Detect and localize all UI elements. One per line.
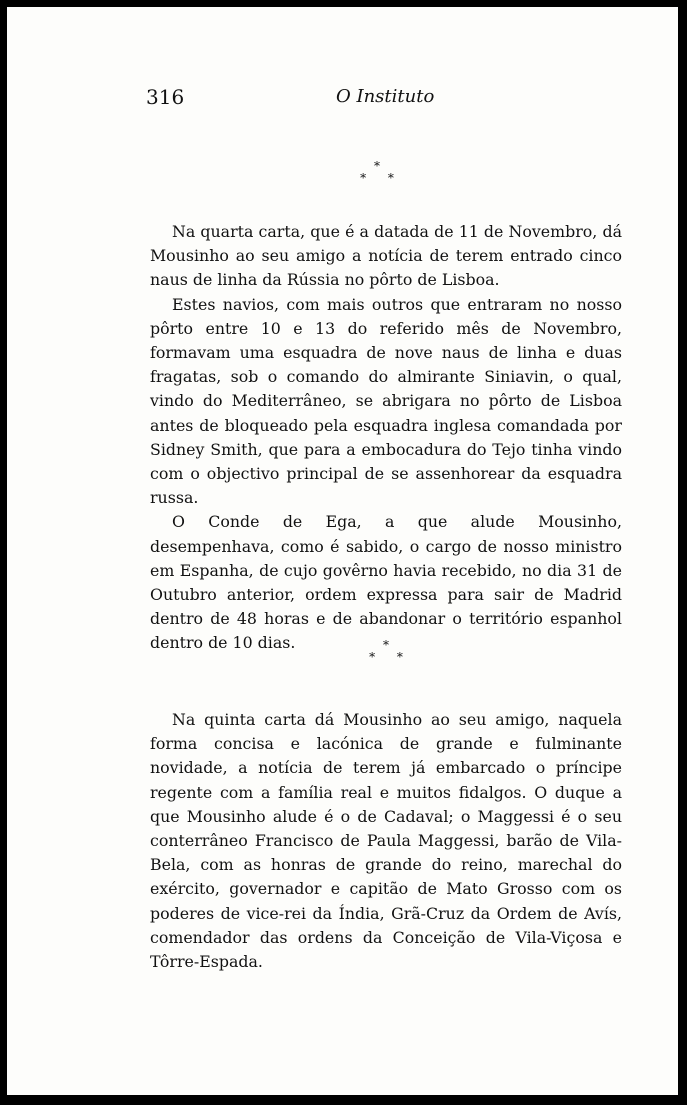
section-separator (356, 639, 416, 663)
section-separator (347, 160, 407, 184)
paragraph: Estes navios, com mais outros que entraram no nosso pôrto entre 10 e 13 do referido mês de Novembro, formavam uma esquadra de nove naus de linha e duas fragatas, sob o comando do almirante Siniavin, o qual, vindo do Mediterrâneo, se abrigara no pôrto de Lisboa antes de bloqueado pela esquadra inglesa comandada por Sidney Smith, que para a embocadura do Tejo tinha vindo com o objectivo principal de se assenhorear da esquadra russa. (150, 294, 622, 508)
paragraph: Na quinta carta dá Mousinho ao seu amigo, naquela forma concisa e lacónica de grande e fulminante novidade, a notícia de terem já embarcado o príncipe regente com a família real e muitos fidalgos. O duque a que Mousinho alude é o de Cadaval; o Maggessi é o seu conterrâneo Francisco de Paula Maggessi, barão de Vila-Bela, com as honras de grande do reino, marechal do exército, governador e capitão de Mato Grosso com os poderes de vice-rei da Índia, Grã-Cruz da Ordem de Avís, comendador das ordens da Conceição de Vila-Viçosa e Tôrre-Espada. (150, 710, 622, 972)
paragraph: O Conde de Ega, a que alude Mousinho, desempenhava, como é sabido, o cargo de nosso ministro em Espanha, de cujo govêrno havia recebido, no dia 31 de Outubro anterior, ordem expressa para sair de Madrid dentro de 48 horas e de abandonar o território espanhol dentro de 10 dias. (150, 512, 622, 653)
paragraph: Na quarta carta, que é a datada de 11 de Novembro, dá Mousinho ao seu amigo a notícia de terem entrado cinco naus de linha da Rússia no pôrto de Lisboa. (150, 222, 622, 290)
separator-bottom-asterisks: * * (369, 650, 403, 664)
separator-bottom-asterisks: * * (360, 171, 394, 185)
separator-top-asterisk: * (383, 638, 389, 652)
page-number: 316 (146, 85, 185, 109)
section-fifth-letter (150, 708, 622, 974)
separator-top-asterisk: * (374, 159, 380, 173)
section-fourth-letter (150, 220, 622, 656)
running-title: O Instituto (336, 86, 435, 107)
